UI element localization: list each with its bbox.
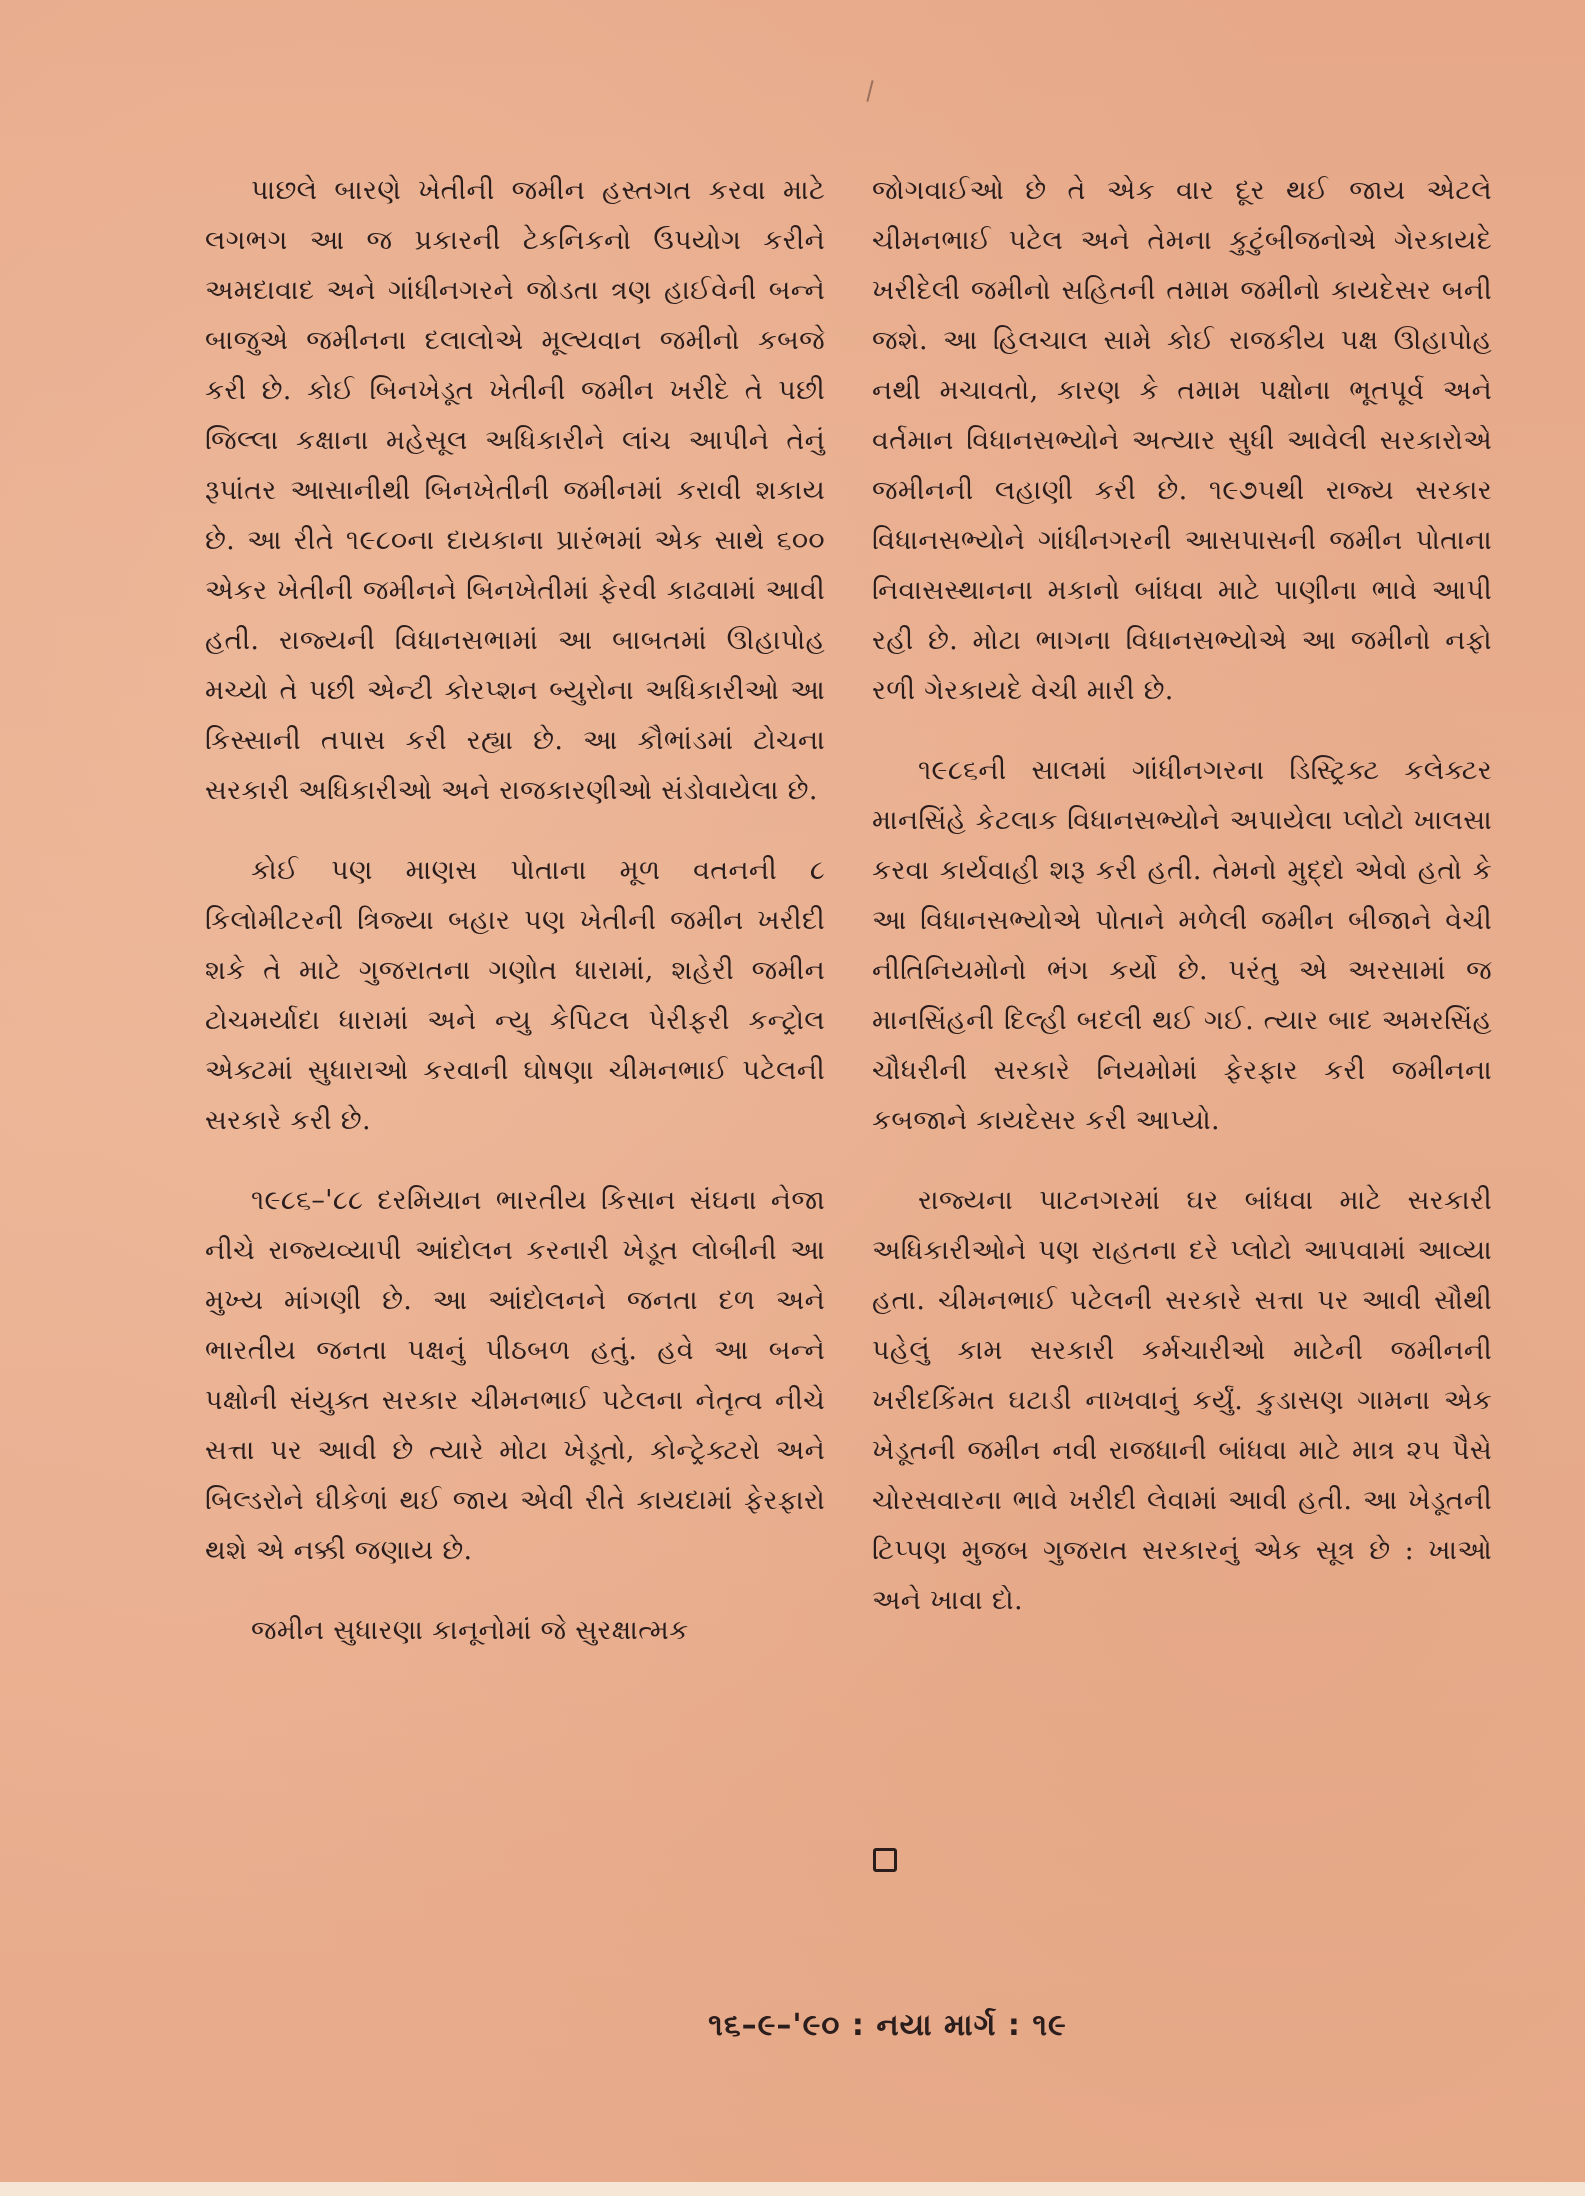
right-column (872, 166, 1492, 1656)
page-footer: ૧૬–૯–'૯૦ : નયા માર્ગ : ૧૯ (708, 2008, 1067, 2043)
square-end-mark-icon (873, 1848, 897, 1872)
scan-edge (0, 2182, 1585, 2196)
paragraph: કોઈ પણ માણસ પોતાના મૂળ વતનની ૮ કિલોમીટરની ત્રિજ્યા બહાર પણ ખેતીની જમીન ખરીદી શકે તે માટે ગુજરાતના ગણોત ધારામાં, શહેરી જમીન ટોચમર્યાદા ધારામાં અને ન્યુ કેપિટલ પેરીફરી કન્ટ્રોલ એક્ટમાં સુધારાઓ કરવાની ઘોષણા ચીમનભાઈ પટેલની સરકારે કરી છે. (205, 855, 825, 1136)
paragraph: જમીન સુધારણા કાનૂનોમાં જે સુરક્ષાત્મક (251, 1615, 689, 1646)
paragraph: ૧૯૮૬–'૮૮ દરમિયાન ભારતીય કિસાન સંઘના નેજા નીચે રાજ્યવ્યાપી આંદોલન કરનારી ખેડૂત લોબીની આ મુખ્ય માંગણી છે. આ આંદોલનને જનતા દળ અને ભારતીય જનતા પક્ષનું પીઠબળ હતું. હવે આ બન્ને પક્ષોની સંયુક્ત સરકાર ચીમનભાઈ પટેલના નેતૃત્વ નીચે સત્તા પર આવી છે ત્યારે મોટા ખેડૂતો, કોન્ટ્રેક્ટરો અને બિલ્ડરોને ઘીકેળાં થઈ જાય એવી રીતે કાયદામાં ફેરફારો થશે એ નક્કી જણાય છે. (205, 1185, 825, 1566)
left-column (205, 166, 825, 1686)
paragraph: પાછલે બારણે ખેતીની જમીન હસ્તગત કરવા માટે લગભગ આ જ પ્રકારની ટેકનિકનો ઉપયોગ કરીને અમદાવાદ અને ગાંધીનગરને જોડતા ત્રણ હાઈવેની બન્ને બાજુએ જમીનના દલાલોએ મૂલ્યવાન જમીનો કબજે કરી છે. કોઈ બિનખેડૂત ખેતીની જમીન ખરીદે તે પછી જિલ્લા કક્ષાના મહેસૂલ અધિકારીને લાંચ આપીને તેનું રૂપાંતર આસાનીથી બિનખેતીની જમીનમાં કરાવી શકાય છે. આ રીતે ૧૯૮૦ના દાયકાના પ્રારંભમાં એક સાથે ૬૦૦ એકર ખેતીની જમીનને બિનખેતીમાં ફેરવી કાઢવામાં આવી હતી. રાજ્યની વિધાનસભામાં આ બાબતમાં ઊહાપોહ મચ્યો તે પછી એન્ટી કોરપ્શન બ્યુરોના અધિકારીઓ આ કિસ્સાની તપાસ કરી રહ્યા છે. આ કૌભાંડમાં ટોચના સરકારી અધિકારીઓ અને રાજકારણીઓ સંડોવાયેલા છે. (205, 175, 825, 806)
paragraph: રાજ્યના પાટનગરમાં ઘર બાંધવા માટે સરકારી અધિકારીઓને પણ રાહતના દરે પ્લોટો આપવામાં આવ્યા હતા. ચીમનભાઈ પટેલની સરકારે સત્તા પર આવી સૌથી પહેલું કામ સરકારી કર્મચારીઓ માટેની જમીનની ખરીદકિંમત ઘટાડી નાખવાનું કર્યું. કુડાસણ ગામના એક ખેડૂતની જમીન નવી રાજધાની બાંધવા માટે માત્ર ૨૫ પૈસે ચોરસવારના ભાવે ખરીદી લેવામાં આવી હતી. આ ખેડૂતની ટિપ્પણ મુજબ ગુજરાત સરકારનું એક સૂત્ર છે : ખાઓ અને ખાવા દો. (872, 1185, 1492, 1616)
paragraph: જોગવાઈઓ છે તે એક વાર દૂર થઈ જાય એટલે ચીમનભાઈ પટેલ અને તેમના કુટુંબીજનોએ ગેરકાયદે ખરીદેલી જમીનો સહિતની તમામ જમીનો કાયદેસર બની જશે. આ હિલચાલ સામે કોઈ રાજકીય પક્ષ ઊહાપોહ નથી મચાવતો, કારણ કે તમામ પક્ષોના ભૂતપૂર્વ અને વર્તમાન વિધાનસભ્યોને અત્યાર સુધી આવેલી સરકારોએ જમીનની લહાણી કરી છે. ૧૯૭૫થી રાજ્ય સરકાર વિધાનસભ્યોને ગાંધીનગરની આસપાસની જમીન પોતાના નિવાસસ્થાનના મકાનો બાંધવા માટે પાણીના ભાવે આપી રહી છે. મોટા ભાગના વિધાનસભ્યોએ આ જમીનો નફો રળી ગેરકાયદે વેચી મારી છે. (872, 175, 1492, 706)
paragraph: ૧૯૮૬ની સાલમાં ગાંધીનગરના ડિસ્ટ્રિક્ટ કલેક્ટર માનસિંહે કેટલાક વિધાનસભ્યોને અપાયેલા પ્લોટો ખાલસા કરવા કાર્યવાહી શરૂ કરી હતી. તેમનો મુદ્દો એવો હતો કે આ વિધાનસભ્યોએ પોતાને મળેલી જમીન બીજાને વેચી નીતિનિયમોનો ભંગ કર્યો છે. પરંતુ એ અરસામાં જ માનસિંહની દિલ્હી બદલી થઈ ગઈ. ત્યાર બાદ અમરસિંહ ચૌધરીની સરકારે નિયમોમાં ફેરફાર કરી જમીનના કબજાને કાયદેસર કરી આપ્યો. (872, 755, 1492, 1136)
stray-mark (866, 80, 873, 102)
